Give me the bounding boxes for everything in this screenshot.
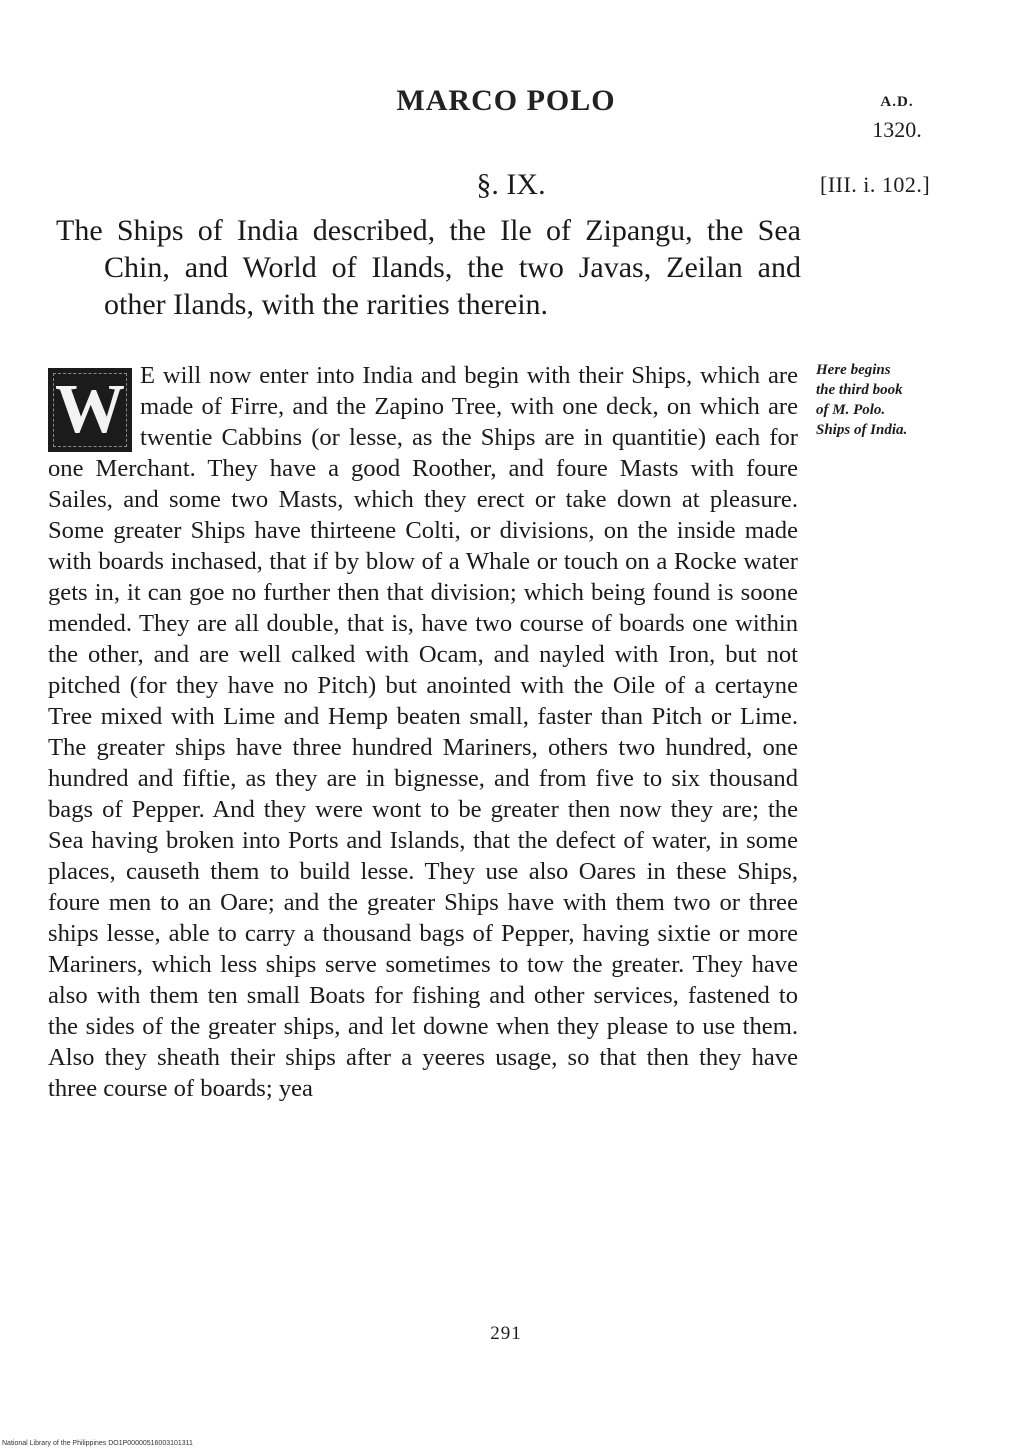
body-paragraph: E will now enter into India and begin with their Ships, which are made of Firre, and the Zapino Tree, with one deck, on which are twentie Cabbins (or lesse, as the Ships are in quantitie) each for one Merchant. They have a good Roother, and foure Masts with foure Sailes, and some two Masts, which they erect or take down at pleasure. Some greater Ships have thirteene Colti, or divisions, on the inside made with boards inchased, that if by blow of a Whale or touch on a Rocke water gets in, it can goe no further then that division; which being found is soone mended. They are all double, that is, have two course of boards one within the other, and are well calked with Ocam, and nayled with Iron, but not pitched (for they have no Pitch) but anointed with the Oile of a certayne Tree mixed with Lime and Hemp beaten small, faster than Pitch or Lime. The greater ships have three hundred Mariners, others two hundred, one hundred and fiftie, as they are in bignesse, and from five to six thousand bags of Pepper. And they were wont to be greater then now they are; the Sea having broken into Ports and Islands, that the defect of water, in some places, causeth them to build lesse. They use also Oares in these Ships, foure men to an Oare; and the greater Ships have with them two or three ships lesse, able to carry a thousand bags of Pepper, having sixtie or more Mariners, which less ships serve sometimes to tow the greater. They have also with them ten small Boats for fishing and other services, fastened to the sides of the greater ships, and let downe when they please to use them. Also they sheath their ships after a yeeres usage, so that then they have three course of boards; yea [48, 362, 798, 1102]
margin-notes [816, 360, 956, 440]
margin-note: of M. Polo. [816, 402, 886, 418]
date-margin [852, 88, 942, 144]
body-text [48, 360, 798, 1104]
year-label: 1320. [872, 117, 922, 142]
drop-cap [48, 368, 132, 452]
margin-note: the third book [816, 382, 903, 398]
running-title: MARCO POLO [396, 84, 616, 117]
margin-note: Here begins [816, 362, 891, 378]
page-number: 291 [490, 1323, 522, 1344]
ad-label: A.D. [880, 94, 914, 110]
chapter-heading: The Ships of India described, the Ile of Zipangu, the Sea Chin, and World of Ilands, the two Javas, Zeilan and other Ilands, with the rarities therein. [56, 214, 801, 321]
library-footer: National Library of the Philippines DO1P00000516003101311 [2, 1440, 193, 1447]
volume-reference: [III. i. 102.] [820, 172, 931, 197]
drop-cap-letter: W [55, 371, 125, 448]
section-number: §. IX. [476, 168, 546, 201]
margin-note: Ships of India. [816, 422, 908, 438]
